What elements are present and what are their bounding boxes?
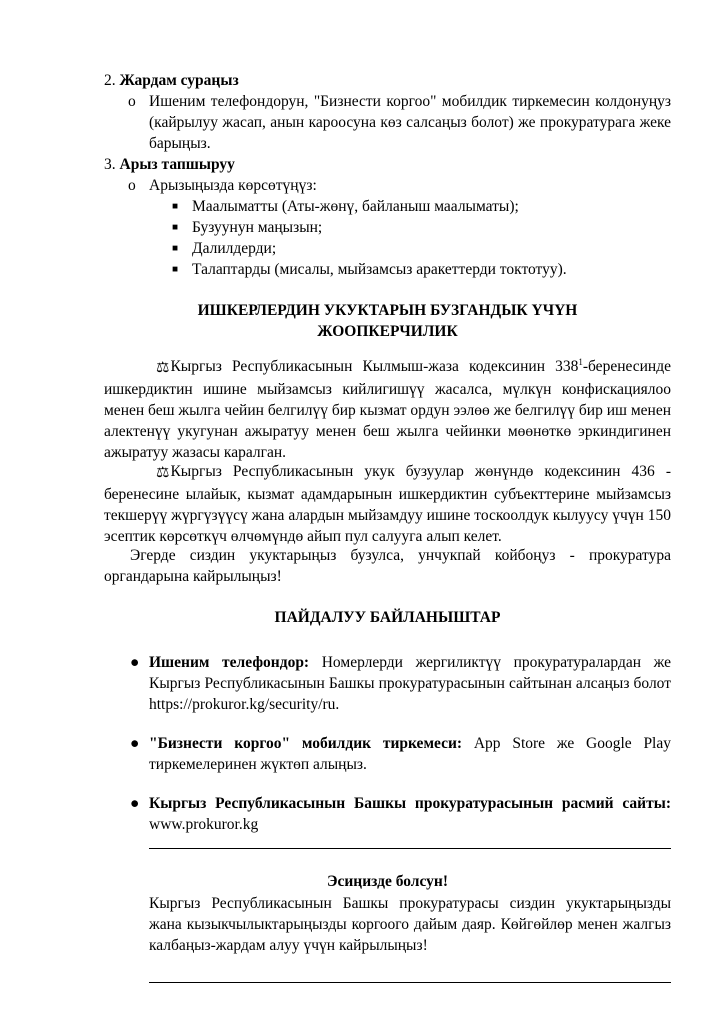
reminder-text: Кыргыз Республикасынын Башкы прокуратурасы сиздин укуктарыңызды жана кызыкчылыктарыңызды коргоого дайым даяр. Көйгөйлөр менен жалгыз калбаңыз-жардам алуу үчүн кайрылыңыз! bbox=[149, 895, 671, 954]
square-bullet-icon: ■ bbox=[172, 222, 179, 233]
responsibility-paragraph-1: ⚖Кыргыз Республикасынын Кылмыш-жаза кодексинин $338^1$-беренесинде ишкердиктин ишине мыйзамсыз кийлигишүү жасалса, мүлкүн конфискациялоо менен беш жылга чейин белгилүү бир кызмат ордун ээлөө же белгилүү бир иш менен алектенүү укугунан ажыратуу менен беш жылга чейинки мөөнөткө эркиндигинен ажыратуу жазасы каралган. bbox=[104, 356, 671, 461]
scales-icon: ⚖ bbox=[156, 465, 170, 481]
step-2-number: 2. bbox=[104, 72, 116, 89]
responsibility-paragraph-3: Эгерде сиздин укуктарыңыз бузулса, унчукпай койбоңуз - прокуратура органдарына кайрылыңыз! bbox=[104, 547, 671, 585]
step-3-title: Арыз тапшыруу bbox=[119, 156, 235, 173]
circle-bullet-icon: o bbox=[128, 93, 136, 110]
step-3-heading bbox=[104, 154, 235, 175]
link-item-hotline: Ишеним телефондор: Номерлерди жергиликтүү прокуратуралардан же Кыргыз Республикасынын Башкы прокуратурасынын сайтынан алсаңыз болот https://prokuror.kg/security/ru. bbox=[149, 654, 672, 713]
link-item-website: Кыргыз Республикасынын Башкы прокуратурасынын расмий сайты: www.prokuror.kg bbox=[149, 795, 671, 833]
divider bbox=[149, 982, 671, 983]
step-3-number: 3. bbox=[104, 156, 116, 173]
responsibility-heading-line1: ИШКЕРЛЕРДИН УКУКТАРЫН БУЗГАНДЫК ҮЧҮН bbox=[197, 302, 578, 319]
step-2-heading bbox=[104, 70, 239, 91]
square-bullet-icon: ■ bbox=[172, 201, 179, 212]
dot-bullet-icon: ● bbox=[130, 735, 140, 752]
circle-bullet-icon: o bbox=[128, 177, 136, 194]
responsibility-heading-line2: ЖООПКЕРЧИЛИК bbox=[317, 323, 458, 340]
step-3-intro: Арызыңызда көрсөтүңүз: bbox=[149, 177, 317, 194]
square-bullet-icon: ■ bbox=[172, 264, 179, 275]
list-item: Талаптарды (мисалы, мыйзамсыз аракеттерди токтотуу). bbox=[192, 261, 567, 278]
dot-bullet-icon: ● bbox=[130, 795, 140, 812]
list-item: Бузуунун маңызын; bbox=[192, 219, 323, 236]
step-2-text: Ишеним телефондорун, "Бизнести коргоо" мобилдик тиркемесин колдонуңуз (кайрылуу жасап, анын кароосуна көз салсаңыз болот) же прокуратурага жеке барыңыз. bbox=[149, 93, 671, 152]
responsibility-heading bbox=[104, 300, 671, 342]
links-heading: ПАЙДАЛУУ БАЙЛАНЫШТАР bbox=[274, 609, 501, 626]
divider bbox=[149, 848, 671, 849]
responsibility-paragraph-2: ⚖Кыргыз Республикасынын укук бузуулар жөнүндө кодексинин 436 - беренесине ылайык, кызмат адамдарынын ишкердиктин субъекттерине мыйзамсыз текшерүү жүргүзүүсү жана алардын мыйзамдуу ишине тоскоолдук кылуусу үчүн 150 эсептик көрсөткүч өлчөмүндө айып пул салууга алып келет. bbox=[104, 463, 671, 545]
dot-bullet-icon: ● bbox=[130, 654, 140, 671]
list-item: Далилдерди; bbox=[192, 240, 277, 257]
link-item-app: "Бизнести коргоо" мобилдик тиркемеси: App Store же Google Play тиркемелеринен жүктөп алыңыз. bbox=[149, 735, 671, 773]
reminder-heading: Эсиңизде болсун! bbox=[326, 873, 449, 890]
list-item: Маалыматты (Аты-жөнү, байланыш маалыматы); bbox=[192, 198, 519, 215]
step-2-title: Жардам сураңыз bbox=[119, 72, 239, 89]
scales-icon: ⚖ bbox=[156, 360, 170, 376]
square-bullet-icon: ■ bbox=[172, 243, 179, 254]
